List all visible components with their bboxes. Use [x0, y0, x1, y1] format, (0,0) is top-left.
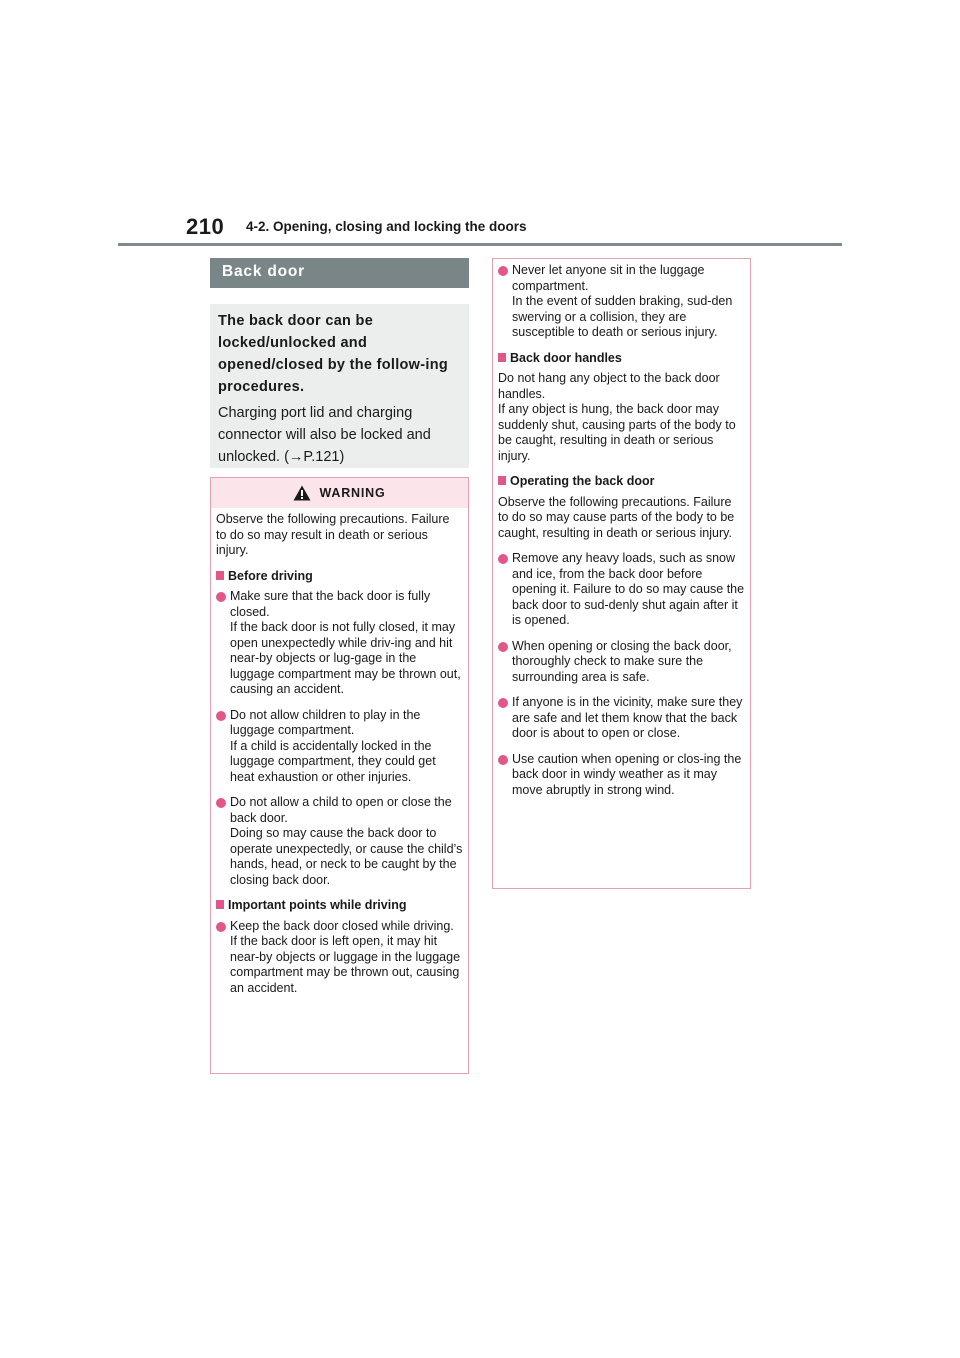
list-item [498, 263, 745, 341]
warning-header [211, 478, 468, 508]
list-item [498, 695, 745, 742]
subheading-label: Back door handles [510, 350, 622, 365]
handles-text: Do not hang any object to the back door handles. If any object is hung, the back door may suddenly shut, causing parts of the body to be caught, resulting in death or serious injury. [498, 371, 736, 463]
warning-box-right [492, 258, 751, 889]
subheading-label: Important points while driving [228, 898, 407, 912]
list-item [498, 639, 745, 686]
list-item [498, 752, 745, 799]
list-item-text: Make sure that the back door is fully closed. If the back door is not fully closed, it may open unexpectedly while driv-ing and hit near-by objects or lug-gage in the luggage compartment may be thrown out, causing an accident. [230, 589, 461, 696]
square-bullet-icon [216, 571, 224, 580]
subheading-label: Operating the back door [510, 474, 655, 488]
section-title: 4-2. Opening, closing and locking the doors [246, 219, 527, 234]
list-item [216, 589, 463, 698]
list-item-text: Remove any heavy loads, such as snow and ice, from the back door before opening it. Failure to do so may cause the back door to sud-denly shut again after it is opened. [512, 551, 745, 627]
topic-title: Back door [210, 258, 469, 288]
square-bullet-icon [216, 900, 224, 909]
square-bullet-icon [498, 476, 506, 485]
header-divider [118, 243, 842, 246]
warning-body-left [211, 508, 468, 996]
list-item-text: When opening or closing the back door, thoroughly check to make sure the surrounding area is safe. [512, 638, 732, 684]
bullet-icon [498, 554, 508, 564]
list-item [216, 708, 463, 786]
subheading-before-driving [216, 569, 463, 585]
warning-title: WARNING [319, 486, 386, 500]
bullet-icon [498, 698, 508, 708]
bullet-icon [498, 642, 508, 652]
bullet-icon [216, 798, 226, 808]
warning-body-right [493, 259, 750, 798]
subheading-label: Before driving [228, 568, 313, 583]
intro-summary: The back door can be locked/unlocked and opened/closed by the follow-ing procedures. [218, 313, 449, 395]
operating-intro: Observe the following precautions. Failure to do so may cause parts of the body to be caught, resulting in death or serious injury. [498, 494, 735, 540]
subheading-operating [498, 474, 745, 490]
warning-box-left [210, 477, 469, 1074]
list-item-text: Do not allow a child to open or close the back door. Doing so may cause the back door to operate unexpectedly, or cause the child’s hands, head, or neck to be caught by the closing back door. [230, 795, 463, 887]
warning-triangle-icon [293, 485, 311, 501]
list-item-text: Never let anyone sit in the luggage compartment. In the event of sudden braking, sud-den swerving or a collision, they are susceptible to death or serious injury. [512, 263, 733, 339]
bullet-icon [216, 711, 226, 721]
page-number: 210 [186, 214, 225, 239]
square-bullet-icon [498, 353, 506, 362]
bullet-icon [216, 922, 226, 932]
list-item-text: Use caution when opening or clos-ing the back door in windy weather as it may move abruptly in strong wind. [512, 751, 742, 797]
list-item [216, 919, 463, 997]
intro-box [210, 304, 469, 468]
list-item [216, 795, 463, 888]
bullet-icon [498, 755, 508, 765]
list-item-text: Keep the back door closed while driving. If the back door is left open, it may hit near-by objects or luggage in the luggage compartment may be thrown out, causing an accident. [230, 918, 461, 995]
intro-note: Charging port lid and charging connector will also be locked and unlocked. (→P.121) [218, 405, 431, 465]
subheading-handles [498, 351, 745, 367]
bullet-icon [216, 592, 226, 602]
subheading-while-driving [216, 898, 463, 914]
warning-intro: Observe the following precautions. Failure to do so may result in death or serious injury. [216, 512, 450, 557]
list-item [498, 551, 745, 629]
bullet-icon [498, 266, 508, 276]
list-item-text: Do not allow children to play in the luggage compartment. If a child is accidentally locked in the luggage compartment, they could get heat exhaustion or other injuries. [230, 707, 436, 784]
list-item-text: If anyone is in the vicinity, make sure they are safe and let them know that the back door is about to open or close. [512, 695, 743, 740]
